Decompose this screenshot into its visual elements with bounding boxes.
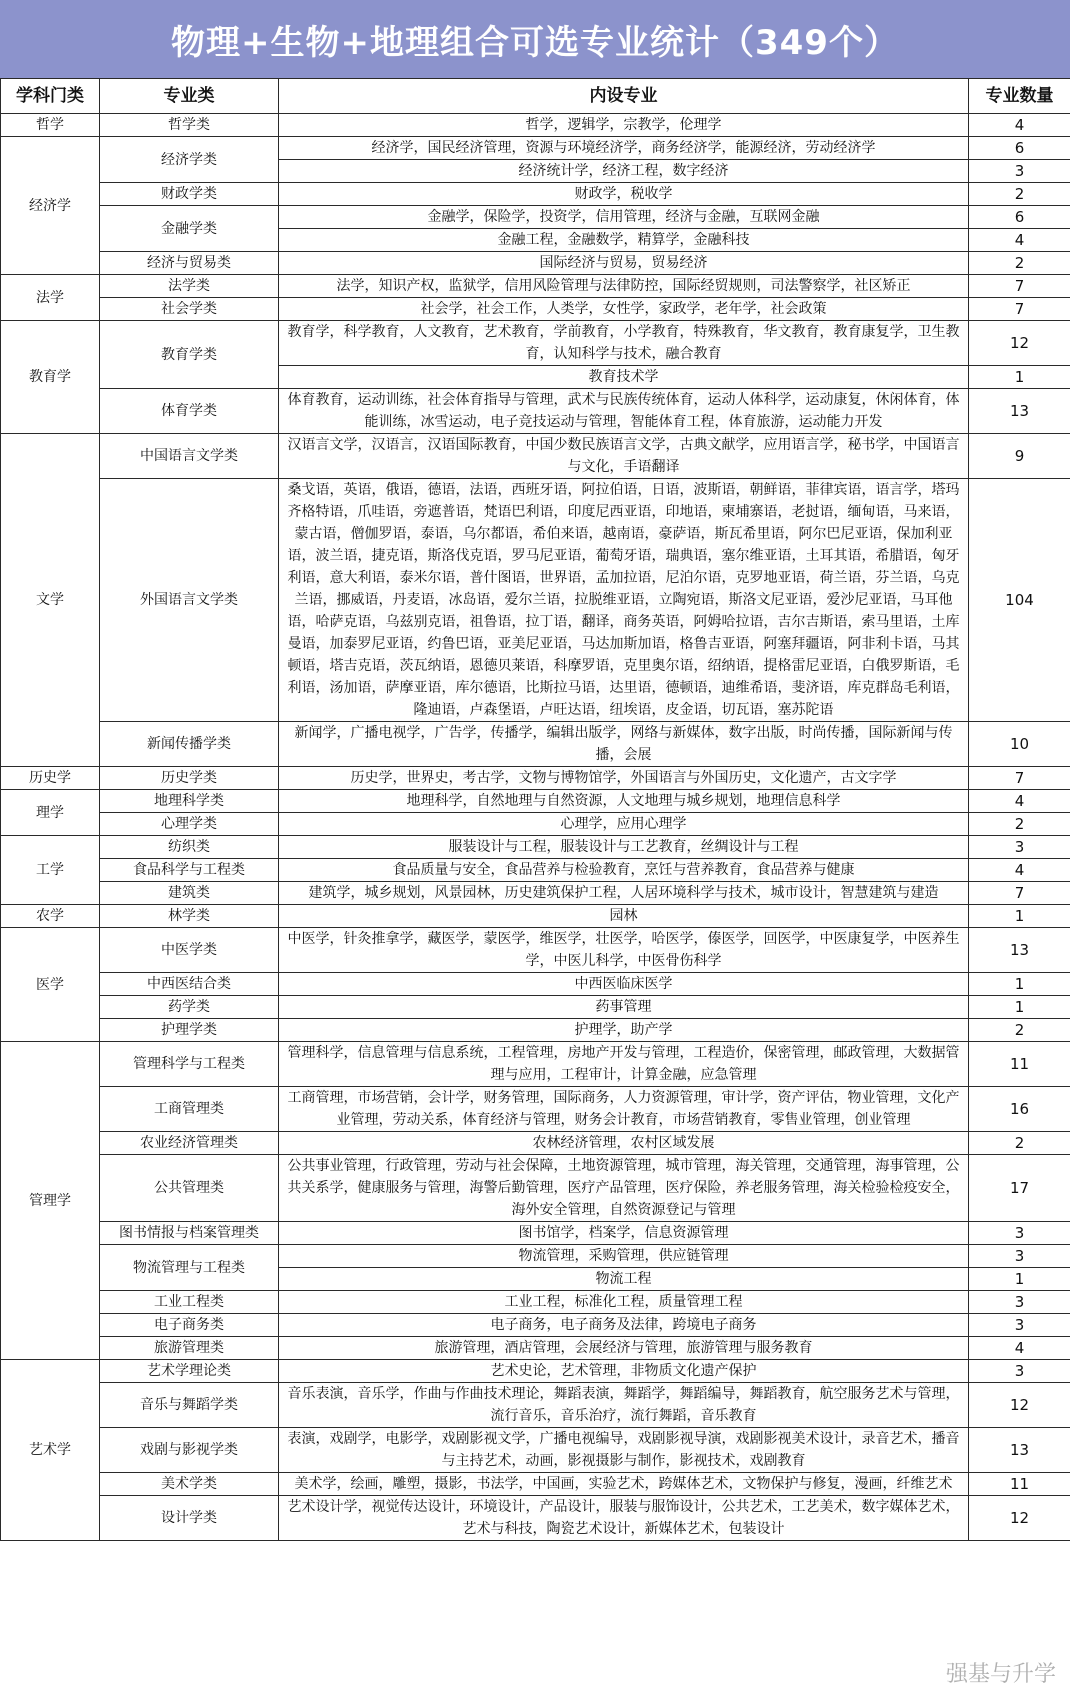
majors-cell: 服装设计与工程，服装设计与工艺教育，丝绸设计与工程 <box>279 836 969 859</box>
major-class-cell: 经济与贸易类 <box>100 252 279 275</box>
table-row <box>1 206 1070 229</box>
table-row <box>1 1042 1070 1087</box>
table-row <box>1 882 1070 905</box>
major-class-cell: 管理科学与工程类 <box>100 1042 279 1087</box>
majors-cell: 汉语言文学，汉语言，汉语国际教育，中国少数民族语言文学，古典文献学，应用语言学，秘书学，中国语言与文化，手语翻译 <box>279 434 969 479</box>
majors-cell: 药事管理 <box>279 996 969 1019</box>
majors-cell: 电子商务，电子商务及法律，跨境电子商务 <box>279 1314 969 1337</box>
count-cell: 3 <box>969 836 1070 859</box>
header-count: 专业数量 <box>969 79 1070 114</box>
discipline-cell: 医学 <box>1 928 100 1042</box>
majors-cell: 金融学，保险学，投资学，信用管理，经济与金融，互联网金融 <box>279 206 969 229</box>
table-row <box>1 722 1070 767</box>
count-cell: 4 <box>969 229 1070 252</box>
count-cell: 2 <box>969 813 1070 836</box>
count-cell: 2 <box>969 252 1070 275</box>
count-cell: 2 <box>969 1132 1070 1155</box>
majors-cell: 地理科学，自然地理与自然资源，人文地理与城乡规划，地理信息科学 <box>279 790 969 813</box>
majors-cell: 工商管理，市场营销，会计学，财务管理，国际商务，人力资源管理，审计学，资产评估，物业管理，文化产业管理，劳动关系，体育经济与管理，财务会计教育，市场营销教育，零售业管理，创业管理 <box>279 1087 969 1132</box>
major-class-cell: 食品科学与工程类 <box>100 859 279 882</box>
count-cell: 6 <box>969 137 1070 160</box>
majors-cell: 哲学，逻辑学，宗教学，伦理学 <box>279 114 969 137</box>
major-class-cell: 财政学类 <box>100 183 279 206</box>
majors-cell: 金融工程，金融数学，精算学，金融科技 <box>279 229 969 252</box>
count-cell: 3 <box>969 1245 1070 1268</box>
count-cell: 7 <box>969 882 1070 905</box>
majors-cell: 经济学，国民经济管理，资源与环境经济学，商务经济学，能源经济，劳动经济学 <box>279 137 969 160</box>
majors-cell: 教育学，科学教育，人文教育，艺术教育，学前教育，小学教育，特殊教育，华文教育，教育康复学，卫生教育，认知科学与技术，融合教育 <box>279 321 969 366</box>
discipline-cell: 法学 <box>1 275 100 321</box>
table-row <box>1 1314 1070 1337</box>
major-class-cell: 教育学类 <box>100 321 279 389</box>
majors-cell: 财政学，税收学 <box>279 183 969 206</box>
table-row <box>1 836 1070 859</box>
majors-cell: 法学，知识产权，监狱学，信用风险管理与法律防控，国际经贸规则，司法警察学，社区矫正 <box>279 275 969 298</box>
count-cell: 1 <box>969 973 1070 996</box>
table-row <box>1 905 1070 928</box>
majors-cell: 物流工程 <box>279 1268 969 1291</box>
majors-cell: 建筑学，城乡规划，风景园林，历史建筑保护工程，人居环境科学与技术，城市设计，智慧建筑与建造 <box>279 882 969 905</box>
majors-cell: 心理学，应用心理学 <box>279 813 969 836</box>
count-cell: 13 <box>969 928 1070 973</box>
table-row <box>1 479 1070 722</box>
table-row <box>1 1019 1070 1042</box>
count-cell: 13 <box>969 389 1070 434</box>
majors-cell: 艺术史论，艺术管理，非物质文化遗产保护 <box>279 1360 969 1383</box>
majors-cell: 护理学，助产学 <box>279 1019 969 1042</box>
table-row <box>1 434 1070 479</box>
majors-cell: 音乐表演，音乐学，作曲与作曲技术理论，舞蹈表演，舞蹈学，舞蹈编导，舞蹈教育，航空服务艺术与管理，流行音乐，音乐治疗，流行舞蹈，音乐教育 <box>279 1383 969 1428</box>
count-cell: 2 <box>969 1019 1070 1042</box>
major-class-cell: 戏剧与影视学类 <box>100 1428 279 1473</box>
majors-cell: 中医学，针灸推拿学，藏医学，蒙医学，维医学，壮医学，哈医学，傣医学，回医学，中医康复学，中医养生学，中医儿科学，中医骨伤科学 <box>279 928 969 973</box>
discipline-cell: 工学 <box>1 836 100 905</box>
major-class-cell: 建筑类 <box>100 882 279 905</box>
major-class-cell: 农业经济管理类 <box>100 1132 279 1155</box>
count-cell: 4 <box>969 114 1070 137</box>
count-cell: 3 <box>969 1291 1070 1314</box>
count-cell: 1 <box>969 905 1070 928</box>
count-cell: 3 <box>969 1314 1070 1337</box>
table-row <box>1 389 1070 434</box>
header-discipline: 学科门类 <box>1 79 100 114</box>
majors-cell: 食品质量与安全，食品营养与检验教育，烹饪与营养教育，食品营养与健康 <box>279 859 969 882</box>
count-cell: 12 <box>969 321 1070 366</box>
major-class-cell: 设计学类 <box>100 1496 279 1541</box>
discipline-cell: 哲学 <box>1 114 100 137</box>
major-class-cell: 外国语言文学类 <box>100 479 279 722</box>
count-cell: 1 <box>969 366 1070 389</box>
major-class-cell: 体育学类 <box>100 389 279 434</box>
count-cell: 4 <box>969 790 1070 813</box>
table-row <box>1 1291 1070 1314</box>
table-row <box>1 1383 1070 1428</box>
count-cell: 4 <box>969 1337 1070 1360</box>
count-cell: 7 <box>969 298 1070 321</box>
major-class-cell: 法学类 <box>100 275 279 298</box>
majors-cell: 工业工程，标准化工程，质量管理工程 <box>279 1291 969 1314</box>
discipline-cell: 文学 <box>1 434 100 767</box>
count-cell: 12 <box>969 1496 1070 1541</box>
count-cell: 16 <box>969 1087 1070 1132</box>
major-class-cell: 工业工程类 <box>100 1291 279 1314</box>
major-class-cell: 地理科学类 <box>100 790 279 813</box>
table-row <box>1 321 1070 366</box>
table-body <box>1 114 1070 1541</box>
discipline-cell: 理学 <box>1 790 100 836</box>
table-row <box>1 252 1070 275</box>
major-class-cell: 哲学类 <box>100 114 279 137</box>
count-cell: 9 <box>969 434 1070 479</box>
major-class-cell: 纺织类 <box>100 836 279 859</box>
count-cell: 2 <box>969 183 1070 206</box>
majors-cell: 美术学，绘画，雕塑，摄影，书法学，中国画，实验艺术，跨媒体艺术，文物保护与修复，漫画，纤维艺术 <box>279 1473 969 1496</box>
major-class-cell: 社会学类 <box>100 298 279 321</box>
majors-cell: 桑戈语，英语，俄语，德语，法语，西班牙语，阿拉伯语，日语，波斯语，朝鲜语，菲律宾语，语言学，塔玛齐格特语，爪哇语，旁遮普语，梵语巴利语，印度尼西亚语，印地语，柬埔寨语，老挝语，缅甸语，马来语，蒙古语，僧伽罗语，泰语，乌尔都语，希伯来语，越南语，豪萨语，斯瓦希里语，阿尔巴尼亚语，保加利亚语，波兰语，捷克语，斯洛伐克语，罗马尼亚语，葡萄牙语，瑞典语，塞尔维亚语，土耳其语，希腊语，匈牙利语，意大利语，泰米尔语，普什图语，世界语，孟加拉语，尼泊尔语，克罗地亚语，荷兰语，芬兰语，乌克兰语，挪威语，丹麦语，冰岛语，爱尔兰语，拉脱维亚语，立陶宛语，斯洛文尼亚语，爱沙尼亚语，马耳他语，哈萨克语，乌兹别克语，祖鲁语，拉丁语，翻译，商务英语，阿姆哈拉语，吉尔吉斯语，索马里语，土库曼语，加泰罗尼亚语，约鲁巴语，亚美尼亚语，马达加斯加语，格鲁吉亚语，阿塞拜疆语，阿非利卡语，马其顿语，塔吉克语，茨瓦纳语，恩德贝莱语，科摩罗语，克里奥尔语，绍纳语，提格雷尼亚语，白俄罗斯语，毛利语，汤加语，萨摩亚语，库尔德语，比斯拉马语，达里语，德顿语，迪维希语，斐济语，库克群岛毛利语，隆迪语，卢森堡语，卢旺达语，纽埃语，皮金语，切瓦语，塞苏陀语 <box>279 479 969 722</box>
table-row <box>1 1132 1070 1155</box>
table-row <box>1 859 1070 882</box>
table-row <box>1 1245 1070 1268</box>
major-class-cell: 工商管理类 <box>100 1087 279 1132</box>
majors-cell: 中西医临床医学 <box>279 973 969 996</box>
count-cell: 6 <box>969 206 1070 229</box>
major-class-cell: 历史学类 <box>100 767 279 790</box>
table-row <box>1 996 1070 1019</box>
major-class-cell: 中西医结合类 <box>100 973 279 996</box>
table-row <box>1 1155 1070 1222</box>
table-row <box>1 298 1070 321</box>
majors-cell: 公共事业管理，行政管理，劳动与社会保障，土地资源管理，城市管理，海关管理，交通管理，海事管理，公共关系学，健康服务与管理，海警后勤管理，医疗产品管理，医疗保险，养老服务管理，海关检验检疫安全，海外安全管理，自然资源登记与管理 <box>279 1155 969 1222</box>
majors-cell: 旅游管理，酒店管理，会展经济与管理，旅游管理与服务教育 <box>279 1337 969 1360</box>
majors-cell: 管理科学，信息管理与信息系统，工程管理，房地产开发与管理，工程造价，保密管理，邮政管理，大数据管理与应用，工程审计，计算金融，应急管理 <box>279 1042 969 1087</box>
majors-cell: 图书馆学，档案学，信息资源管理 <box>279 1222 969 1245</box>
majors-cell: 农林经济管理，农村区域发展 <box>279 1132 969 1155</box>
table-row <box>1 1496 1070 1541</box>
discipline-cell: 艺术学 <box>1 1360 100 1541</box>
header-major-class: 专业类 <box>100 79 279 114</box>
majors-cell: 表演，戏剧学，电影学，戏剧影视文学，广播电视编导，戏剧影视导演，戏剧影视美术设计，录音艺术，播音与主持艺术，动画，影视摄影与制作，影视技术，戏剧教育 <box>279 1428 969 1473</box>
header-row <box>1 79 1070 114</box>
count-cell: 3 <box>969 1222 1070 1245</box>
majors-cell: 艺术设计学，视觉传达设计，环境设计，产品设计，服装与服饰设计，公共艺术，工艺美术，数字媒体艺术，艺术与科技，陶瓷艺术设计，新媒体艺术，包装设计 <box>279 1496 969 1541</box>
count-cell: 1 <box>969 1268 1070 1291</box>
table-row <box>1 928 1070 973</box>
table-row <box>1 1337 1070 1360</box>
major-class-cell: 经济学类 <box>100 137 279 183</box>
major-class-cell: 中医学类 <box>100 928 279 973</box>
majors-cell: 社会学，社会工作，人类学，女性学，家政学，老年学，社会政策 <box>279 298 969 321</box>
major-class-cell: 电子商务类 <box>100 1314 279 1337</box>
page-title: 物理+生物+地理组合可选专业统计（349个） <box>171 22 899 63</box>
table-row <box>1 1360 1070 1383</box>
table-row <box>1 275 1070 298</box>
table-row <box>1 1428 1070 1473</box>
major-class-cell: 美术学类 <box>100 1473 279 1496</box>
major-class-cell: 护理学类 <box>100 1019 279 1042</box>
count-cell: 7 <box>969 275 1070 298</box>
discipline-cell: 管理学 <box>1 1042 100 1360</box>
table-row <box>1 183 1070 206</box>
table-row <box>1 973 1070 996</box>
count-cell: 3 <box>969 160 1070 183</box>
major-class-cell: 中国语言文学类 <box>100 434 279 479</box>
table-row <box>1 767 1070 790</box>
table-row <box>1 1473 1070 1496</box>
count-cell: 11 <box>969 1473 1070 1496</box>
table-row <box>1 114 1070 137</box>
discipline-cell: 教育学 <box>1 321 100 434</box>
title-banner <box>0 0 1070 78</box>
major-class-cell: 物流管理与工程类 <box>100 1245 279 1291</box>
majors-cell: 体育教育，运动训练，社会体育指导与管理，武术与民族传统体育，运动人体科学，运动康复，休闲体育，体能训练，冰雪运动，电子竞技运动与管理，智能体育工程，体育旅游，运动能力开发 <box>279 389 969 434</box>
count-cell: 4 <box>969 859 1070 882</box>
discipline-cell: 历史学 <box>1 767 100 790</box>
count-cell: 10 <box>969 722 1070 767</box>
table-row <box>1 1222 1070 1245</box>
count-cell: 1 <box>969 996 1070 1019</box>
major-class-cell: 林学类 <box>100 905 279 928</box>
table-row <box>1 1087 1070 1132</box>
major-class-cell: 艺术学理论类 <box>100 1360 279 1383</box>
header-majors: 内设专业 <box>279 79 969 114</box>
majors-cell: 教育技术学 <box>279 366 969 389</box>
majors-cell: 物流管理，采购管理，供应链管理 <box>279 1245 969 1268</box>
table-row <box>1 137 1070 160</box>
count-cell: 11 <box>969 1042 1070 1087</box>
major-class-cell: 药学类 <box>100 996 279 1019</box>
majors-cell: 历史学，世界史，考古学，文物与博物馆学，外国语言与外国历史，文化遗产，古文字学 <box>279 767 969 790</box>
major-class-cell: 旅游管理类 <box>100 1337 279 1360</box>
major-class-cell: 心理学类 <box>100 813 279 836</box>
major-class-cell: 金融学类 <box>100 206 279 252</box>
major-table <box>0 78 1070 1541</box>
major-class-cell: 公共管理类 <box>100 1155 279 1222</box>
count-cell: 104 <box>969 479 1070 722</box>
count-cell: 17 <box>969 1155 1070 1222</box>
discipline-cell: 经济学 <box>1 137 100 275</box>
majors-cell: 经济统计学，经济工程，数字经济 <box>279 160 969 183</box>
majors-cell: 新闻学，广播电视学，广告学，传播学，编辑出版学，网络与新媒体，数字出版，时尚传播，国际新闻与传播，会展 <box>279 722 969 767</box>
major-class-cell: 新闻传播学类 <box>100 722 279 767</box>
count-cell: 3 <box>969 1360 1070 1383</box>
majors-cell: 园林 <box>279 905 969 928</box>
discipline-cell: 农学 <box>1 905 100 928</box>
table-row <box>1 790 1070 813</box>
count-cell: 13 <box>969 1428 1070 1473</box>
count-cell: 12 <box>969 1383 1070 1428</box>
major-class-cell: 图书情报与档案管理类 <box>100 1222 279 1245</box>
majors-cell: 国际经济与贸易，贸易经济 <box>279 252 969 275</box>
table-row <box>1 813 1070 836</box>
major-class-cell: 音乐与舞蹈学类 <box>100 1383 279 1428</box>
count-cell: 7 <box>969 767 1070 790</box>
watermark-label: 强基与升学 <box>945 1662 1056 1687</box>
